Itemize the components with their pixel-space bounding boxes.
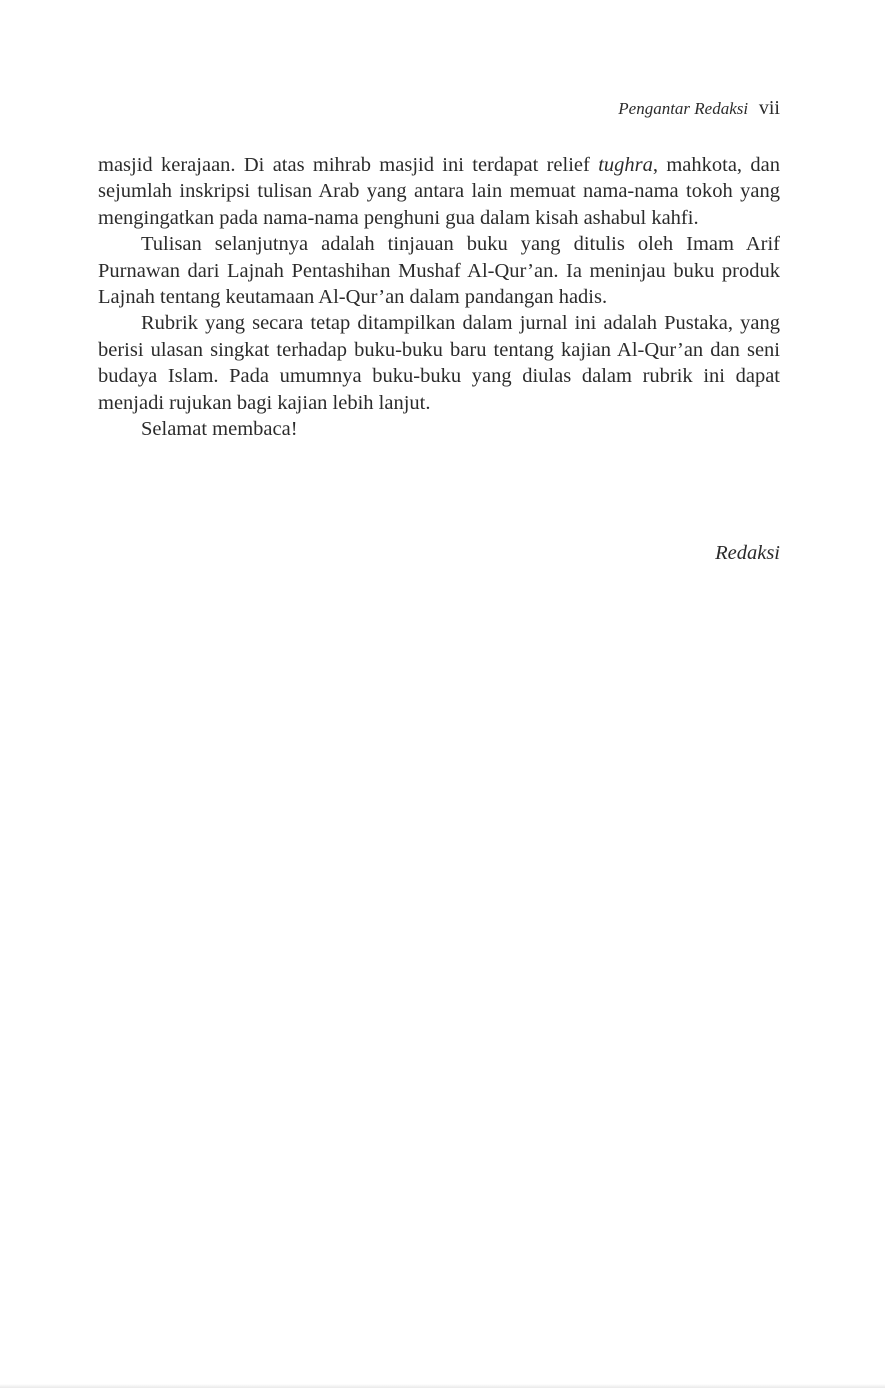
body-text	[98, 152, 780, 442]
page-number: vii	[758, 97, 780, 119]
paragraph-continuation	[98, 152, 780, 231]
running-header-title: Pengantar Redaksi	[618, 99, 749, 118]
page-bottom-edge	[0, 1384, 885, 1388]
signature: Redaksi	[715, 542, 780, 564]
closing-line: Selamat membaca!	[141, 418, 298, 441]
running-header	[618, 96, 780, 121]
paragraph-book-review: Tulisan selanjutnya adalah tinjauan buku yang ditulis oleh Imam Arif Purnawan dari Lajnah Pentashihan Mushaf Al-Qur’an. Ia meninjau buku produk Lajnah tentang keutamaan Al-Qur’an dalam pandangan hadis.	[98, 233, 780, 309]
paragraph-1-text-end: , mahkota, dan sejumlah inskripsi tulisan Arab yang antara lain memuat nama-nama tokoh yang mengingatkan pada nama-nama penghuni gua dalam kisah ashabul kahfi.	[98, 154, 780, 229]
paragraph-1-text-start: masjid kerajaan. Di atas mihrab masjid ini terdapat relief	[98, 154, 599, 176]
emphasis-tughra: tughra	[598, 154, 653, 176]
paragraph-rubrik-pustaka: Rubrik yang secara tetap ditampilkan dalam jurnal ini adalah Pustaka, yang berisi ulasan singkat terhadap buku-buku baru tentang kajian Al-Qur’an dan seni budaya Islam. Pada umumnya buku-buku yang diulas dalam rubrik ini dapat menjadi rujukan bagi kajian lebih lanjut.	[98, 312, 780, 414]
